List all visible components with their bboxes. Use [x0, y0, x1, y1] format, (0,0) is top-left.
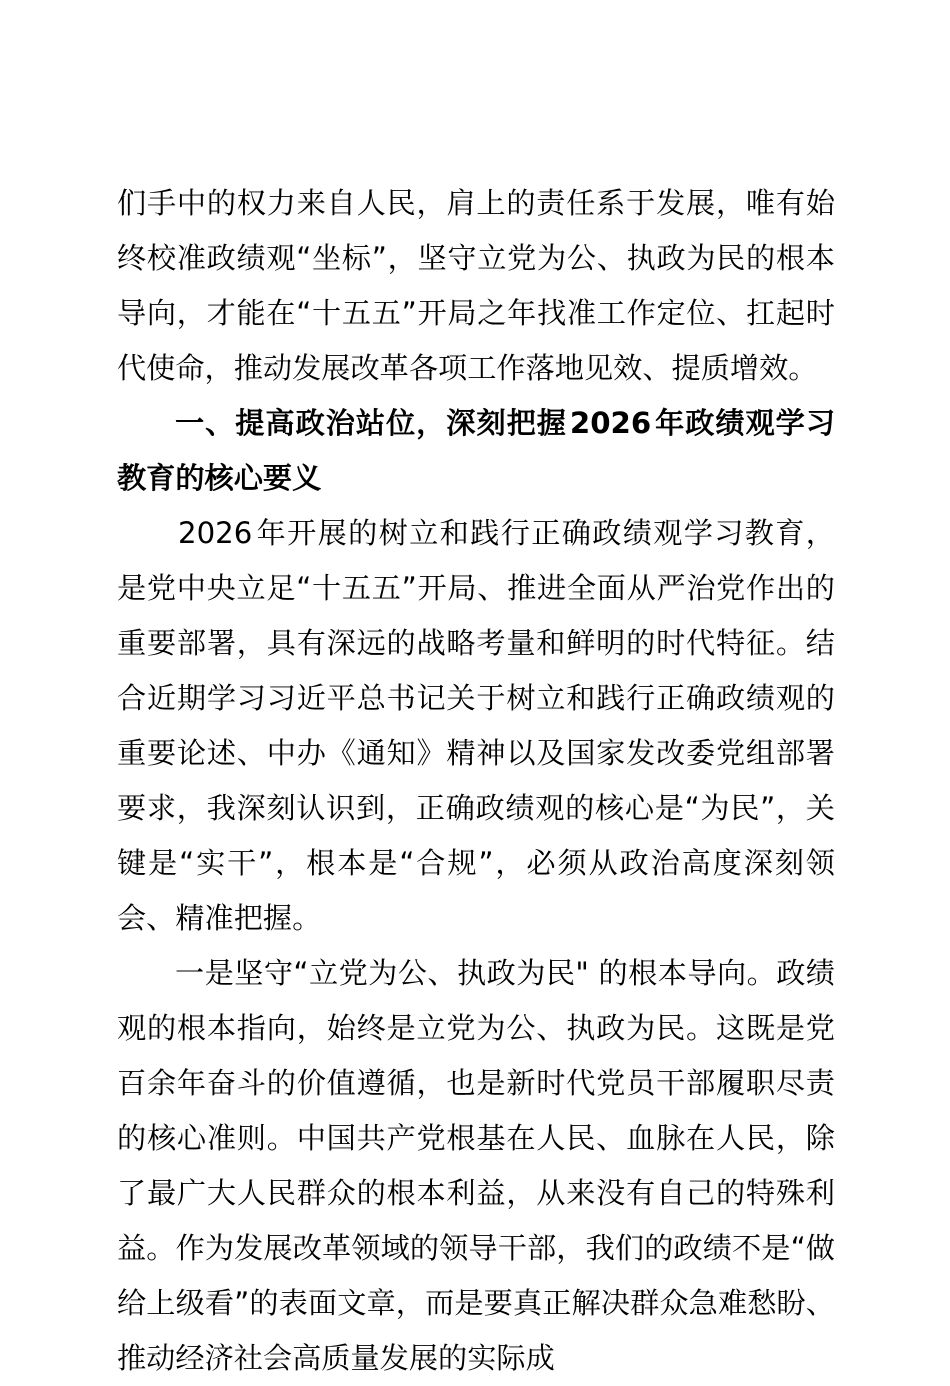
heading-text-after-number: 年政绩观学习教育的核心要义	[117, 406, 836, 495]
paragraph-continuation: 们手中的权力来自人民，肩上的责任系于发展，唯有始终校准政绩观“坐标”，坚守立党为公、执政为民的根本导向，才能在“十五五”开局之年找准工作定位、扛起时代使命，推动发展改革各项工作落地见效、提质增效。	[117, 186, 835, 385]
section-heading-one	[117, 396, 835, 506]
paragraph-overview-text: 年开展的树立和践行正确政绩观学习教育，是党中央立足“十五五”开局、推进全面从严治党作出的重要部署，具有深远的战略考量和鲜明的时代特征。结合近期学习习近平总书记关于树立和践行正确政绩观的重要论述、中办《通知》精神以及国家发改委党组部署要求，我深刻认识到，正确政绩观的核心是“为民”，关键是“实干”，根本是“合规”，必须从政治高度深刻领会、精准把握。	[117, 516, 835, 935]
heading-text-before-number: 一、提高政治站位，深刻把握	[175, 406, 567, 440]
paragraph-overview	[117, 506, 835, 946]
document-text-body	[117, 176, 835, 1386]
paragraph-point-one: 一是坚守“立党为公、执政为民" 的根本导向。政绩观的根本指向，始终是立党为公、执政为民。这既是党百余年奋斗的价值遵循，也是新时代党员干部履职尽责的核心准则。中国共产党根基在人民、血脉在人民，除了最广大人民群众的根本利益，从来没有自己的特殊利益。作为发展改革领域的领导干部，我们的政绩不是“做给上级看”的表面文章，而是要真正解决群众急难愁盼、推动经济社会高质量发展的实际成	[117, 956, 835, 1375]
heading-year-number: 2026	[569, 406, 652, 440]
paragraph-year-number: 2026	[178, 516, 253, 550]
